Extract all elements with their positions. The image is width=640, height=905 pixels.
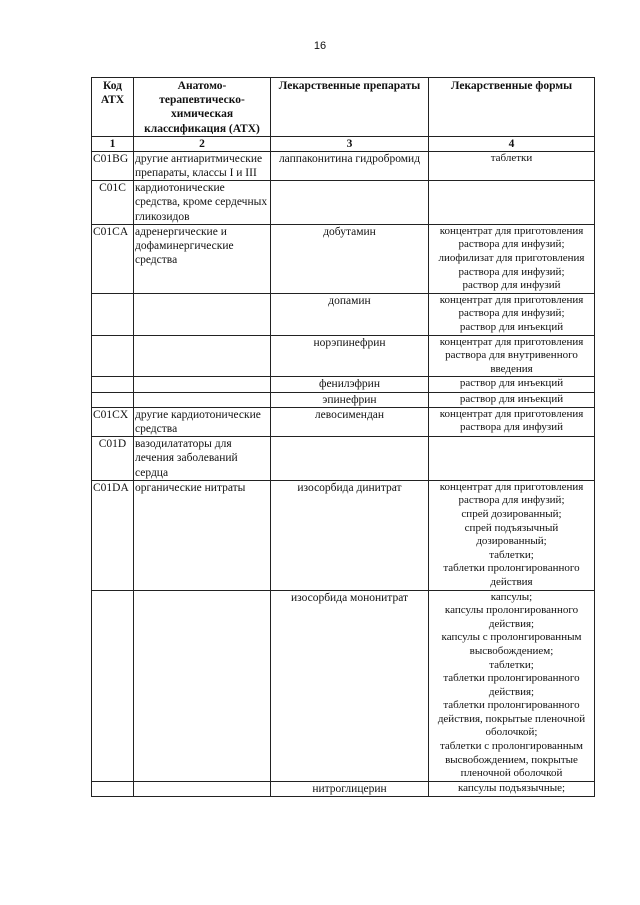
table-row [92, 781, 595, 796]
column-number: 2 [134, 136, 271, 151]
atx-code-cell: C01DA [92, 480, 134, 590]
atx-code-cell: C01CA [92, 224, 134, 293]
classification-cell [134, 377, 271, 392]
drug-name-cell: изосорбида динитрат [271, 480, 429, 590]
classification-cell: другие антиаритмические препараты, классы I и III [134, 151, 271, 180]
dosage-forms-cell [429, 437, 595, 481]
classification-cell [134, 392, 271, 407]
table-row [92, 224, 595, 293]
atx-code-cell: C01CX [92, 407, 134, 436]
dosage-form-item: концентрат для приготовления раствора для инфузий; [439, 480, 584, 507]
dosage-forms-cell [429, 181, 595, 225]
dosage-form-item: раствор для инъекций [459, 320, 564, 333]
column-number: 3 [271, 136, 429, 151]
dosage-forms-cell [429, 293, 595, 335]
dosage-form-item: таблетки [490, 151, 533, 164]
dosage-forms-cell [429, 392, 595, 407]
atx-code-cell [92, 293, 134, 335]
classification-cell [134, 293, 271, 335]
drug-name-cell: допамин [271, 293, 429, 335]
drug-name-cell: эпинефрин [271, 392, 429, 407]
dosage-form-item: таблетки; [489, 548, 534, 561]
dosage-form-item: спрей дозированный; [461, 507, 562, 520]
atx-code-cell [92, 781, 134, 796]
dosage-form-item: таблетки пролонгированного действия, покрытые пленочной оболочкой; [437, 699, 586, 739]
atx-code-cell [92, 335, 134, 377]
table-row [92, 437, 595, 481]
drug-name-cell: нитроглицерин [271, 781, 429, 796]
column-number-row [92, 136, 595, 151]
classification-cell: органические нитраты [134, 480, 271, 590]
classification-cell [134, 335, 271, 377]
table-row [92, 590, 595, 781]
table-header-row [92, 78, 595, 137]
atx-code-cell: C01BG [92, 151, 134, 180]
drug-name-cell: левосимендан [271, 407, 429, 436]
drug-name-cell: норэпинефрин [271, 335, 429, 377]
column-number: 4 [429, 136, 595, 151]
classification-cell: кардиотонические средства, кроме сердечных гликозидов [134, 181, 271, 225]
table-row [92, 181, 595, 225]
dosage-form-item: капсулы; [490, 590, 533, 603]
drug-name-cell: добутамин [271, 224, 429, 293]
dosage-form-item: спрей подъязычный дозированный; [464, 521, 559, 548]
table-row [92, 392, 595, 407]
dosage-form-item: раствор для инъекций [459, 377, 564, 390]
dosage-forms-cell [429, 407, 595, 436]
table-body [92, 151, 595, 796]
atx-code-cell [92, 377, 134, 392]
dosage-form-item: таблетки пролонгированного действия; [443, 672, 580, 698]
drug-name-cell [271, 181, 429, 225]
drug-name-cell [271, 437, 429, 481]
drug-name-cell: изосорбида мононитрат [271, 590, 429, 781]
dosage-forms-cell [429, 480, 595, 590]
dosage-form-item: капсулы пролонгированного действия; [444, 604, 579, 630]
dosage-form-item: раствор для инъекций [459, 392, 564, 405]
header-code: Код АТХ [92, 78, 134, 137]
dosage-forms-cell [429, 377, 595, 392]
classification-cell: адренергические и дофаминергические средства [134, 224, 271, 293]
table-row [92, 293, 595, 335]
atx-code-cell [92, 392, 134, 407]
atx-code-cell: C01D [92, 437, 134, 481]
dosage-forms-cell [429, 151, 595, 180]
classification-cell [134, 590, 271, 781]
table-row [92, 407, 595, 436]
dosage-forms-cell [429, 224, 595, 293]
dosage-form-item: капсулы подъязычные; [457, 781, 566, 794]
table-row [92, 151, 595, 180]
header-drugs: Лекарственные препараты [271, 78, 429, 137]
column-number: 1 [92, 136, 134, 151]
table-row [92, 480, 595, 590]
dosage-forms-cell [429, 590, 595, 781]
table-row [92, 377, 595, 392]
atx-drug-table [91, 77, 595, 797]
atx-code-cell [92, 590, 134, 781]
dosage-forms-cell [429, 335, 595, 377]
drug-name-cell: фенилэфрин [271, 377, 429, 392]
dosage-form-item: концентрат для приготовления раствора для инфузий; [439, 224, 584, 251]
header-classification: Анатомо-терапевтическо-химическая классификация (АТХ) [134, 78, 271, 137]
atx-code-cell: C01C [92, 181, 134, 225]
dosage-form-item: концентрат для приготовления раствора для инфузий; [439, 293, 584, 320]
dosage-form-item: капсулы с пролонгированным высвобождением; [441, 631, 582, 657]
dosage-forms-cell [429, 781, 595, 796]
dosage-form-item: концентрат для приготовления раствора для внутривенного введения [439, 335, 584, 375]
dosage-form-item: концентрат для приготовления раствора для инфузий [439, 407, 584, 434]
dosage-form-item: раствор для инфузий [462, 279, 561, 292]
classification-cell: другие кардиотонические средства [134, 407, 271, 436]
dosage-form-item: таблетки пролонгированного действия [443, 562, 580, 588]
page-number: 16 [313, 40, 327, 52]
table-row [92, 335, 595, 377]
classification-cell [134, 781, 271, 796]
classification-cell: вазодилататоры для лечения заболеваний сердца [134, 437, 271, 481]
dosage-form-item: лиофилизат для приготовления раствора для инфузий; [438, 252, 585, 278]
dosage-form-item: таблетки с пролонгированным высвобождением, покрытые пленочной оболочкой [439, 740, 583, 780]
dosage-form-item: таблетки; [489, 658, 534, 671]
drug-name-cell: лаппаконитина гидробромид [271, 151, 429, 180]
header-forms: Лекарственные формы [429, 78, 595, 137]
